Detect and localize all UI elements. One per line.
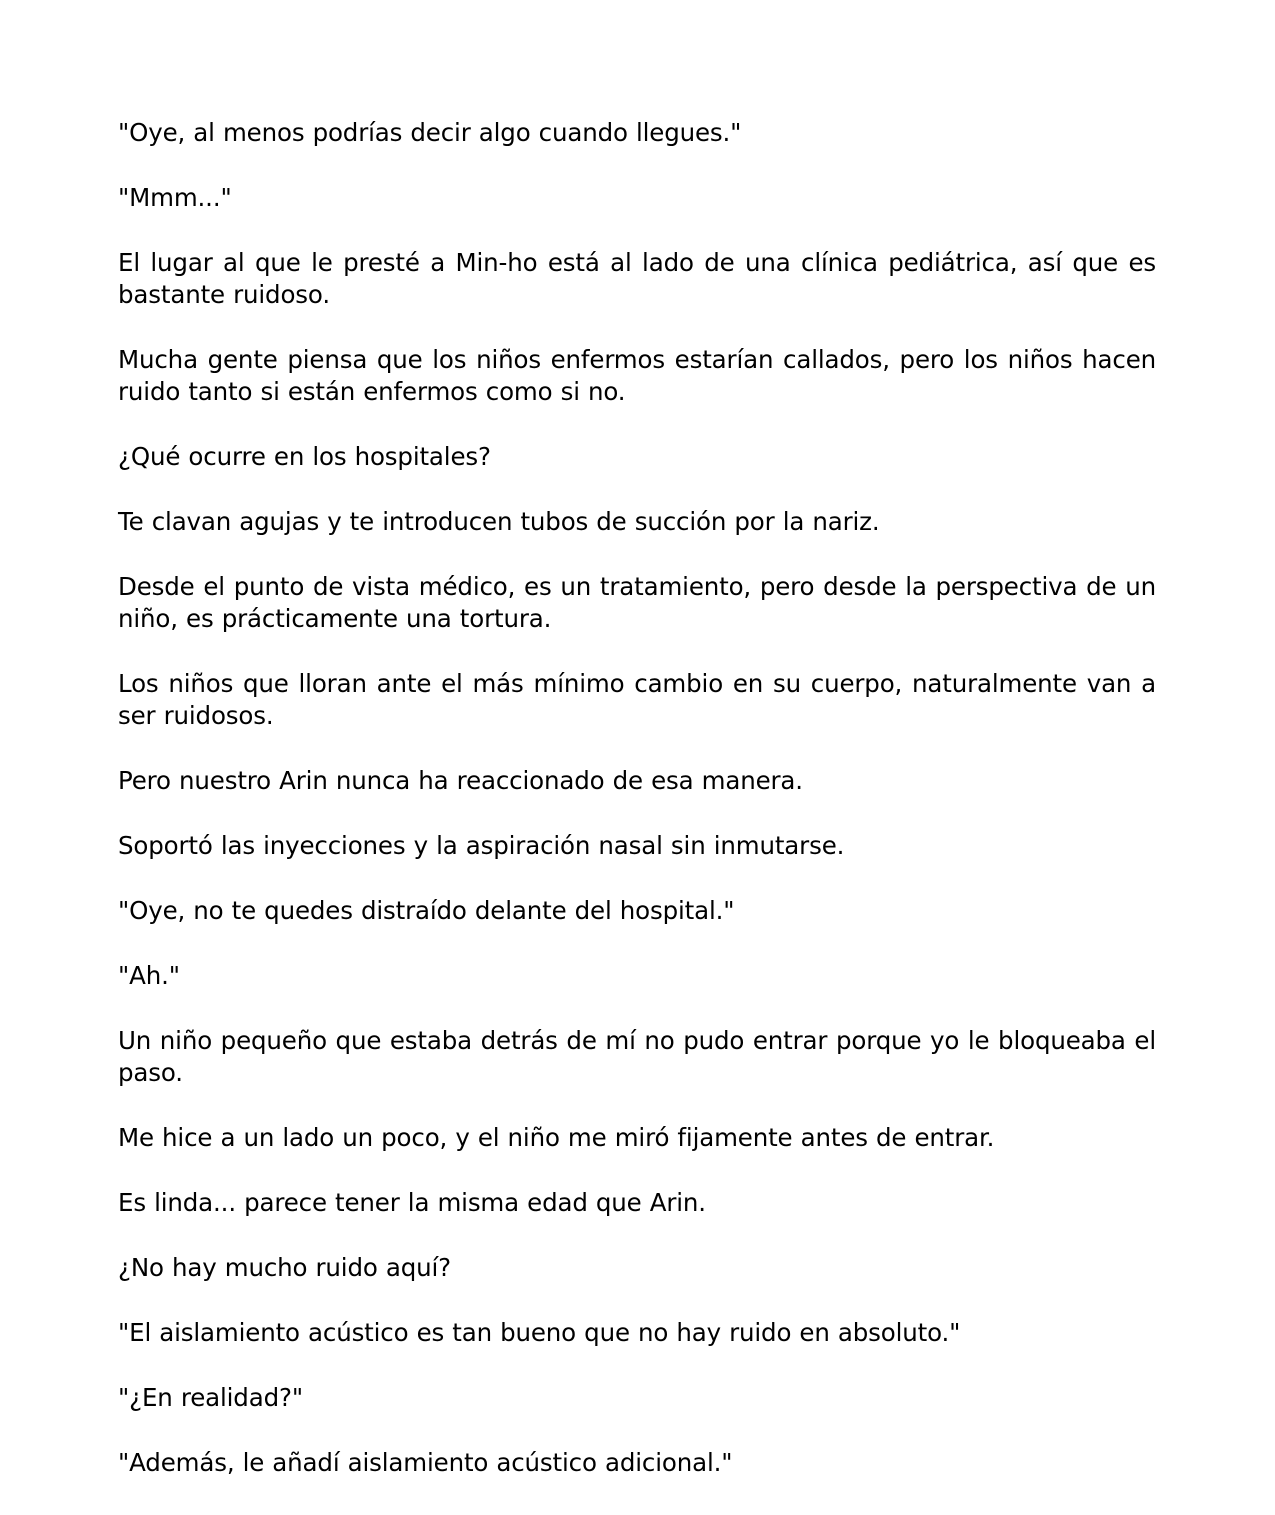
paragraph: "Oye, al menos podrías decir algo cuando llegues." bbox=[118, 118, 742, 147]
paragraph: Un niño pequeño que estaba detrás de mí no pudo entrar porque yo le bloqueaba el paso. bbox=[118, 1026, 1156, 1087]
paragraph: Es linda... parece tener la misma edad que Arin. bbox=[118, 1188, 706, 1217]
paragraph: Mucha gente piensa que los niños enfermos estarían callados, pero los niños hacen ruido tanto si están enfermos como si no. bbox=[118, 345, 1156, 406]
paragraph: ¿No hay mucho ruido aquí? bbox=[118, 1253, 451, 1282]
paragraph: Pero nuestro Arin nunca ha reaccionado de esa manera. bbox=[118, 766, 803, 795]
document-page bbox=[118, 117, 1156, 1512]
paragraph: ¿Qué ocurre en los hospitales? bbox=[118, 442, 491, 471]
paragraph: Soportó las inyecciones y la aspiración nasal sin inmutarse. bbox=[118, 831, 845, 860]
paragraph: Los niños que lloran ante el más mínimo cambio en su cuerpo, naturalmente van a ser ruidosos. bbox=[118, 669, 1156, 730]
paragraph: El lugar al que le presté a Min-ho está al lado de una clínica pediátrica, así que es bastante ruidoso. bbox=[118, 248, 1156, 309]
paragraph: Me hice a un lado un poco, y el niño me miró fijamente antes de entrar. bbox=[118, 1123, 995, 1152]
paragraph: "Ah." bbox=[118, 961, 180, 990]
paragraph: "Mmm..." bbox=[118, 183, 232, 212]
paragraph: "El aislamiento acústico es tan bueno que no hay ruido en absoluto." bbox=[118, 1318, 961, 1347]
paragraph: "¿En realidad?" bbox=[118, 1383, 303, 1412]
paragraph: Desde el punto de vista médico, es un tratamiento, pero desde la perspectiva de un niño, es prácticamente una tortura. bbox=[118, 572, 1156, 633]
paragraph: Te clavan agujas y te introducen tubos de succión por la nariz. bbox=[118, 507, 880, 536]
paragraph: "Oye, no te quedes distraído delante del hospital." bbox=[118, 896, 735, 925]
paragraph: "Además, le añadí aislamiento acústico adicional." bbox=[118, 1448, 733, 1477]
